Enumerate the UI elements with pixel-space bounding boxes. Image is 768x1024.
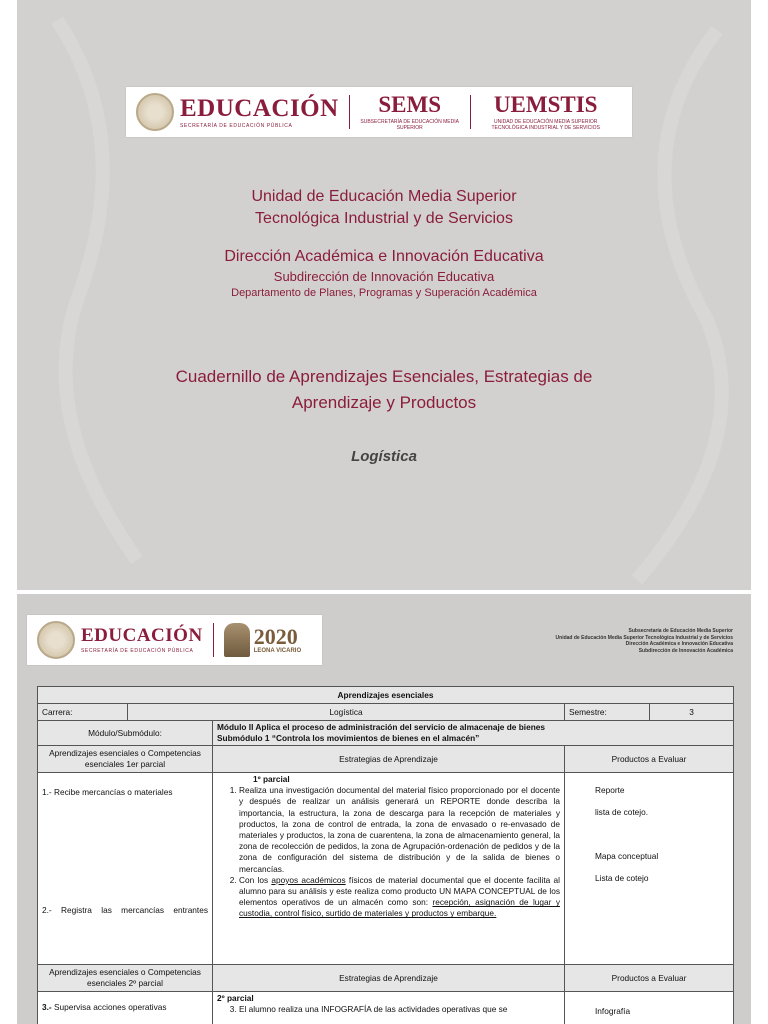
col-header-strategies: Estrategias de Aprendizaje	[213, 965, 565, 992]
modulo-name: Módulo II Aplica el proceso de administración del servicio de almacenaje de bienes	[217, 722, 545, 732]
essentials-cell	[38, 773, 213, 965]
sems-subtitle: SUBSECRETARÍA DE EDUCACIÓN MEDIA SUPERIOR	[360, 119, 459, 131]
booklet-title-line-2: Aprendizaje y Productos	[291, 393, 477, 412]
subdirection-name: Subdirección de Innovación Educativa	[273, 269, 495, 284]
educacion-wordmark: EDUCACIÓN	[180, 94, 339, 122]
products-cell	[565, 773, 734, 965]
strategy-item-2: 2. Con los apoyos académicos físicos de material documental que el docente facilita al alumno para su análisis y este realiza como producto UN MAPA CONCEPTUAL de los elementos operativos de un almacén como son: recepción, asignación de lugar y custodia, control físico, surtido de materiales y productos y embarque.	[239, 875, 560, 920]
products-cell	[565, 992, 734, 1024]
parcial-label: 1º parcial	[253, 774, 290, 784]
semestre-value: 3	[650, 704, 734, 721]
table-row	[38, 721, 734, 746]
modulo-value	[213, 721, 734, 746]
parcial-label: 2º parcial	[217, 993, 254, 1003]
header-line: Subdirección de Innovación Académica	[638, 647, 733, 654]
essential-item-1: 1.- Recibe mercancías o materiales	[42, 787, 173, 797]
table-row	[38, 773, 734, 965]
page-header-institution	[556, 628, 733, 654]
academic-supports-link: apoyos académicos	[271, 874, 346, 885]
product-item: lista de cotejo.	[595, 807, 649, 817]
unit-name	[17, 186, 751, 230]
product-item: Infografía	[595, 1006, 631, 1016]
booklet-title	[17, 364, 751, 416]
unit-name-line-2: Tecnológica Industrial y de Servicios	[255, 210, 513, 227]
product-item: Reporte	[595, 785, 625, 795]
mexico-seal-icon	[136, 93, 174, 131]
col-header-products: Productos a Evaluar	[565, 746, 734, 773]
mexico-seal-icon	[37, 621, 75, 659]
table-title: Aprendizajes esenciales	[38, 687, 734, 704]
carrera-label: Carrera:	[38, 704, 128, 721]
educacion-subtitle: SECRETARÍA DE EDUCACIÓN PÚBLICA	[180, 122, 293, 129]
essential-learnings-table	[37, 686, 734, 1024]
carrera-value: Logística	[128, 704, 565, 721]
educacion-wordmark: EDUCACIÓN	[81, 625, 203, 646]
header-line: Dirección Académica e Innovación Educativa	[625, 641, 733, 647]
institution-logo-banner	[126, 87, 632, 137]
product-item: Mapa conceptual	[595, 851, 659, 861]
strategies-cell	[213, 773, 565, 965]
table-row	[38, 704, 734, 721]
essential-item-3: Supervisa acciones operativas	[51, 1002, 167, 1012]
sems-wordmark: SEMS	[378, 92, 441, 117]
modulo-label: Módulo/Submódulo:	[38, 721, 213, 746]
col-header-essentials: Aprendizajes esenciales o Competencias esenciales 2º parcial	[38, 965, 213, 992]
logo-divider	[349, 95, 350, 129]
uemstis-wordmark: UEMSTIS	[493, 92, 598, 117]
semestre-label: Semestre:	[565, 704, 650, 721]
essentials-cell: 3.- Supervisa acciones operativas	[38, 992, 213, 1024]
table-row	[38, 687, 734, 704]
direction-name: Dirección Académica e Innovación Educativa	[224, 248, 544, 265]
leona-vicario-portrait-icon	[224, 623, 250, 657]
cover-page	[17, 0, 751, 590]
table-row	[38, 965, 734, 992]
product-item: Lista de cotejo	[595, 873, 649, 883]
col-header-essentials: Aprendizajes esenciales o Competencias esenciales 1er parcial	[38, 746, 213, 773]
table-row	[38, 746, 734, 773]
department-name: Departamento de Planes, Programas y Superación Académica	[231, 287, 537, 299]
logo-divider	[213, 623, 214, 657]
strategies-cell	[213, 992, 565, 1024]
booklet-title-line-1: Cuadernillo de Aprendizajes Esenciales, Estrategias de	[175, 367, 593, 386]
unit-name-line-1: Unidad de Educación Media Superior	[251, 188, 517, 205]
logo-divider	[470, 95, 471, 129]
year-wordmark: 2020	[253, 624, 298, 649]
educacion-subtitle: SECRETARÍA DE EDUCACIÓN PÚBLICA	[81, 648, 194, 654]
uemstis-subtitle: UNIDAD DE EDUCACIÓN MEDIA SUPERIOR TECNOLÓGICA INDUSTRIAL Y DE SERVICIOS	[491, 119, 600, 131]
col-header-products: Productos a Evaluar	[565, 965, 734, 992]
essential-item-2: 2.- Registra las mercancías entrantes	[42, 905, 208, 915]
submodulo-name: Submódulo 1 “Controla los movimientos de bienes en el almacén”	[217, 733, 480, 743]
institution-logo-banner	[27, 615, 322, 665]
strategy-item-1: 1. Realiza una investigación documental del material físico proporcionado por el docente y después de realizar un análisis generará un REPORTE donde describa la importancia, la estructura, la zona de descarga para la recepción de materiales y productos, la zona de control de entrada, la zona de envasado o re-envasado de materiales y productos, la zona de cuarentena, la zona de almacenamiento general, la zona de recolección de pedidos, la zona de Agrupación-ordenación de pedidos y de la zona de configuración del sistema de distribución y de la salida de bienes o mercancías.	[239, 785, 560, 875]
col-header-strategies: Estrategias de Aprendizaje	[213, 746, 565, 773]
header-line: Unidad de Educación Media Superior Tecnológica Industrial y de Servicios	[555, 634, 733, 641]
year-subtitle: LEONA VICARIO	[253, 648, 302, 654]
subject-name: Logística	[351, 448, 417, 465]
strategy-item-3: 3. El alumno realiza una INFOGRAFÍA de las actividades operativas que se	[239, 1004, 560, 1015]
learnings-page	[17, 594, 751, 1024]
table-row	[38, 992, 734, 1024]
header-line: Subsecretaría de Educación Media Superior	[628, 628, 733, 634]
